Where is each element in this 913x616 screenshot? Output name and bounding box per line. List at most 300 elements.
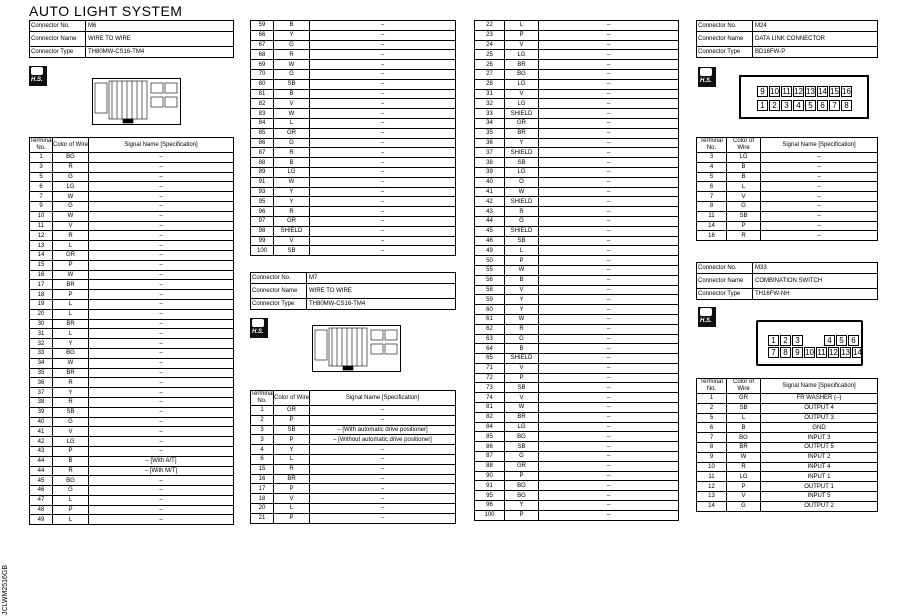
terminal-cell: 30 [30,319,53,329]
signal-cell: – [539,422,679,432]
color-cell: P [505,373,539,383]
m6-info-table [29,20,234,58]
terminal-cell: 34 [475,118,505,128]
connector-pin: 5 [805,100,816,111]
signal-cell: – [89,280,234,290]
color-cell: R [505,324,539,334]
table-row [697,452,878,462]
table-row [697,462,878,472]
table-row [475,246,679,256]
terminal-cell: 20 [30,309,53,319]
terminal-cell: 86 [475,442,505,452]
color-cell: LG [505,50,539,60]
terminal-cell: 36 [475,138,505,148]
terminal-cell: 39 [30,407,53,417]
color-cell: Y [53,339,89,349]
table-row [251,454,456,464]
connector-pin [804,335,813,344]
color-cell: SB [505,442,539,452]
terminal-cell: 21 [251,513,274,523]
table-row [251,474,456,484]
signal-cell: – [539,403,679,413]
signal-cell: – [89,388,234,398]
terminal-cell: 68 [251,50,274,60]
color-cell: R [53,162,89,172]
table-row [30,486,234,496]
color-cell: LG [274,167,310,177]
m33-terminal-table [696,378,878,512]
terminal-cell: 45 [30,476,53,486]
connector-pin: 9 [792,347,803,358]
terminal-cell: 9 [697,452,727,462]
signal-cell: – [539,158,679,168]
connector-pin: 14 [818,87,827,96]
table-row [251,40,456,50]
terminal-cell: 49 [475,246,505,256]
color-cell: BR [505,412,539,422]
signal-cell: – [310,464,456,474]
color-cell: P [505,510,539,520]
terminal-cell: 6 [697,423,727,433]
m7-info-table [250,272,456,310]
terminal-cell: 50 [475,256,505,266]
table-row [251,148,456,158]
m7-connector-name: WIRE TO WIRE [307,284,456,299]
terminal-cell: 5 [697,413,727,423]
signal-cell: – [539,216,679,226]
m6-connector-face-diagram [92,78,181,125]
terminal-cell: 56 [475,275,505,285]
signal-cell: – [89,192,234,202]
connector-pin: 3 [781,100,792,111]
signal-cell: – [539,314,679,324]
signal-cell: – [89,221,234,231]
table-row [30,192,234,202]
terminal-cell: 4 [251,445,274,455]
color-cell: V [53,221,89,231]
color-cell: V [53,427,89,437]
terminal-cell: 43 [475,207,505,217]
connector-pin: 2 [769,100,780,111]
signal-cell: – [89,299,234,309]
terminal-cell: 62 [475,324,505,334]
terminal-cell: 74 [475,393,505,403]
terminal-cell: 28 [475,79,505,89]
color-cell: P [274,513,310,523]
signal-cell: – [539,197,679,207]
color-cell: BG [505,432,539,442]
signal-cell: – [539,344,679,354]
signal-cell: – [539,324,679,334]
color-cell: B [274,89,310,99]
color-cell: W [53,211,89,221]
table-row [475,491,679,501]
table-row [475,442,679,452]
m33-combination-switch-connector-diagram [756,320,863,366]
connector-pin: 4 [793,100,804,111]
table-row [475,295,679,305]
terminal-cell: 13 [697,491,727,501]
connector-pin: 13 [806,87,815,96]
color-cell: BG [727,433,761,443]
color-cell: BG [53,348,89,358]
table-row [697,201,878,211]
terminal-cell: 45 [475,226,505,236]
connector-pin: 8 [780,347,791,358]
signal-cell: – [761,211,878,221]
color-cell: SHIELD [274,226,310,236]
table-row [475,461,679,471]
signal-cell: – [539,21,679,31]
terminal-cell: 42 [475,197,505,207]
color-cell: BG [505,481,539,491]
color-cell: L [274,454,310,464]
terminal-cell: 60 [475,305,505,315]
table-row [30,172,234,182]
terminal-cell: 23 [475,30,505,40]
table-row [30,437,234,447]
color-cell: P [274,484,310,494]
table-row [251,109,456,119]
terminal-cell: 37 [30,388,53,398]
table-row [30,309,234,319]
table-row [30,407,234,417]
signal-cell: – [310,494,456,504]
signal-cell: – [539,295,679,305]
color-cell: Y [274,197,310,207]
color-cell: LG [727,153,761,163]
table-row [251,138,456,148]
signal-cell: – [310,177,456,187]
signal-cell: – [539,236,679,246]
table-row [30,270,234,280]
table-row [251,415,456,425]
table-row [697,403,878,413]
m24-terminal-table [696,137,878,241]
signal-cell: – [89,182,234,192]
color-cell: BG [505,491,539,501]
m24-connector-name-label: Connector Name [697,32,753,47]
color-cell: P [53,260,89,270]
signal-cell: – [89,417,234,427]
color-cell: B [53,456,89,466]
terminal-cell: 17 [251,484,274,494]
color-cell: L [53,329,89,339]
table-row [475,79,679,89]
signal-header: Signal Name [Specification] [761,138,878,153]
color-cell: P [274,435,310,445]
color-cell: G [53,486,89,496]
connector-pin: 1 [768,335,779,346]
table-row [697,491,878,501]
signal-cell: – [89,270,234,280]
signal-cell: – [89,329,234,339]
terminal-cell: 61 [475,314,505,324]
color-header: Color of Wire [53,138,89,153]
color-cell: GR [274,406,310,416]
signal-cell: – [539,285,679,295]
connector-pin: 10 [770,87,779,96]
color-cell: L [727,182,761,192]
signal-cell: FR WASHER (–) [761,394,878,404]
terminal-cell: 99 [251,236,274,246]
terminal-cell: 41 [475,187,505,197]
table-row [697,442,878,452]
signal-cell: – [89,495,234,505]
table-row [697,394,878,404]
color-cell: L [727,413,761,423]
signal-cell: – [539,265,679,275]
terminal-cell: 13 [30,241,53,251]
m7-connector-no: M7 [307,273,456,284]
signal-cell: – [89,515,234,525]
terminal-cell: 40 [475,177,505,187]
terminal-cell: 42 [30,437,53,447]
terminal-cell: 18 [251,494,274,504]
table-row [475,481,679,491]
signal-cell: – [89,397,234,407]
terminal-cell: 49 [30,515,53,525]
terminal-cell: 72 [475,373,505,383]
terminal-cell: 96 [475,501,505,511]
color-cell: W [274,177,310,187]
table-row [697,221,878,231]
table-row [251,99,456,109]
color-cell: Y [505,138,539,148]
signal-cell: – [539,471,679,481]
signal-cell: – [539,167,679,177]
color-cell: SB [727,211,761,221]
color-cell: LG [53,437,89,447]
m6-connector-type: TH80MW-CS16-TM4 [86,47,234,58]
color-cell: BG [505,69,539,79]
color-cell: V [274,236,310,246]
signal-cell: – [310,148,456,158]
table-row [475,167,679,177]
terminal-cell: 16 [251,474,274,484]
terminal-cell: 7 [697,192,727,202]
m6-connector-name-label: Connector Name [30,32,86,47]
signal-cell: INPUT 1 [761,472,878,482]
signal-cell: – [89,260,234,270]
color-cell: SB [53,407,89,417]
signal-header: Signal Name [Specification] [89,138,234,153]
color-cell: V [727,491,761,501]
table-row [475,324,679,334]
color-cell: G [505,334,539,344]
signal-cell: – [539,461,679,471]
signal-cell: – [310,454,456,464]
signal-cell: – [539,30,679,40]
color-cell: L [53,515,89,525]
signal-cell: – [With automatic drive positioner] [310,425,456,435]
table-row [30,231,234,241]
table-row [251,513,456,523]
color-cell: SHIELD [505,226,539,236]
signal-cell: – [310,99,456,109]
terminal-header: Terminal No. [30,138,53,151]
signal-cell: – [310,40,456,50]
color-cell: G [274,40,310,50]
color-cell: V [505,363,539,373]
color-cell: V [505,40,539,50]
signal-cell: – [761,231,878,241]
signal-cell: – [761,221,878,231]
connector-pin: 7 [829,100,840,111]
terminal-cell: 10 [30,211,53,221]
terminal-cell: 83 [251,109,274,119]
table-row [697,413,878,423]
terminal-cell: 82 [475,412,505,422]
color-cell: SB [505,383,539,393]
color-cell: W [274,60,310,70]
color-cell: SB [274,79,310,89]
signal-cell: OUTPUT 3 [761,413,878,423]
table-row [697,472,878,482]
table-row [251,406,456,416]
page-title: AUTO LIGHT SYSTEM [29,3,183,19]
m24-connector-type-label: Connector Type [697,47,753,58]
table-row [251,118,456,128]
color-cell: L [505,21,539,31]
color-cell: G [727,201,761,211]
table-row [697,211,878,221]
m7-terminal-table-continued [474,20,679,521]
signal-cell: – [89,231,234,241]
color-cell: BR [727,442,761,452]
terminal-cell: 14 [697,501,727,511]
terminal-cell: 14 [697,221,727,231]
signal-cell: – [310,21,456,31]
terminal-cell: 40 [30,417,53,427]
color-cell: GR [274,216,310,226]
terminal-cell: 7 [697,433,727,443]
terminal-cell: 48 [30,505,53,515]
table-row [475,40,679,50]
connector-pin: 12 [829,348,838,357]
terminal-cell: 1 [30,153,53,163]
table-row [475,207,679,217]
table-row [475,383,679,393]
color-cell: L [274,503,310,513]
table-row [475,393,679,403]
signal-header: Signal Name [Specification] [761,379,878,394]
color-cell: Y [274,30,310,40]
color-cell: LG [505,167,539,177]
signal-cell: – [310,445,456,455]
table-row [30,260,234,270]
terminal-cell: 71 [475,363,505,373]
signal-cell: OUTPUT 1 [761,482,878,492]
terminal-cell: 18 [30,290,53,300]
table-row [251,216,456,226]
table-row [475,30,679,40]
table-row [30,466,234,476]
m33-info-table [696,262,878,300]
color-cell: SHIELD [505,109,539,119]
color-cell: W [727,452,761,462]
table-row [30,417,234,427]
signal-cell: – [539,50,679,60]
table-row [251,464,456,474]
signal-cell: – [539,79,679,89]
signal-cell: – [89,476,234,486]
color-cell: L [53,495,89,505]
table-row [251,435,456,445]
table-row [475,422,679,432]
terminal-cell: 10 [697,462,727,472]
table-row [475,187,679,197]
m33-connector-type: TH16FW-NH [753,289,878,300]
table-row [30,211,234,221]
table-row [30,397,234,407]
signal-cell: – [539,99,679,109]
connector-pin: 12 [794,87,803,96]
color-cell: B [727,172,761,182]
table-row [30,241,234,251]
terminal-cell: 66 [251,30,274,40]
table-row [30,446,234,456]
table-row [251,69,456,79]
signal-cell: – [539,481,679,491]
terminal-cell: 59 [475,295,505,305]
m24-connector-no-label: Connector No. [697,21,753,32]
signal-cell: – [89,368,234,378]
terminal-cell: 70 [251,69,274,79]
signal-cell: – [310,138,456,148]
color-cell: V [505,285,539,295]
hs-icon: H.S. [698,67,716,87]
connector-pin: 9 [757,86,768,97]
terminal-cell: 8 [697,201,727,211]
signal-cell: – [539,393,679,403]
terminal-cell: 43 [30,446,53,456]
terminal-cell: 91 [475,481,505,491]
color-cell: B [727,162,761,172]
color-cell: G [727,501,761,511]
hs-icon: H.S. [250,318,268,338]
m33-connector-no: M33 [753,263,878,274]
color-cell: R [53,231,89,241]
color-cell: BR [505,128,539,138]
m6-connector-no: M6 [86,21,234,32]
table-row [251,503,456,513]
color-cell: SB [727,403,761,413]
table-row [475,138,679,148]
signal-header: Signal Name [Specification] [310,391,456,406]
terminal-cell: 82 [251,99,274,109]
table-row [475,50,679,60]
table-row [475,128,679,138]
table-row [475,148,679,158]
table-row [30,280,234,290]
signal-cell: – [539,148,679,158]
table-row [251,79,456,89]
terminal-cell: 81 [251,89,274,99]
color-cell: B [505,275,539,285]
color-cell: V [505,89,539,99]
signal-cell: – [539,412,679,422]
signal-cell: – [89,172,234,182]
table-row [697,162,878,172]
signal-cell: – [310,503,456,513]
table-row [475,452,679,462]
signal-cell: – [310,246,456,256]
table-row [30,515,234,525]
table-row [251,187,456,197]
signal-cell: – [89,162,234,172]
table-row [30,348,234,358]
